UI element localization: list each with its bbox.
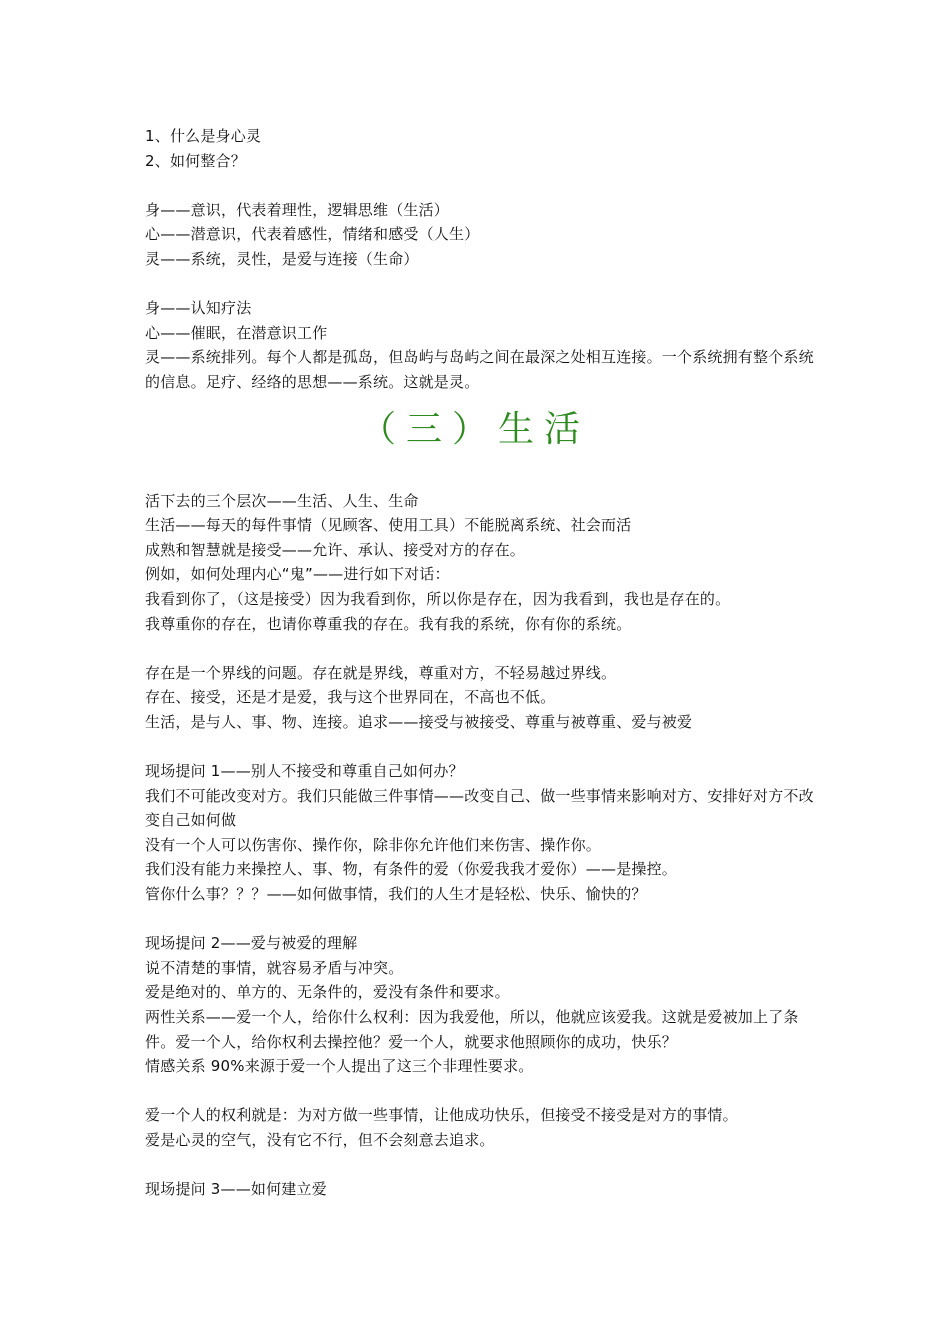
question-title: 现场提问 1——别人不接受和尊重自己如何办？ xyxy=(145,762,464,781)
text-line: 例如，如何处理内心“鬼”——进行如下对话： xyxy=(145,565,450,584)
text-line: 没有一个人可以伤害你、操作你，除非你允许他们来伤害、操作你。 xyxy=(145,835,602,854)
paragraph-gap xyxy=(145,1153,815,1178)
question-title: 现场提问 3——如何建立爱 xyxy=(145,1180,327,1199)
paragraph-gap xyxy=(145,636,815,661)
text-paragraph: 两性关系——爱一个人，给你什么权利：因为我爱他，所以，他就应该爱我。这就是爱被加上了条件。爱一个人，给你权利去操控他？爱一个人，就要求他照顾你的成功，快乐？ xyxy=(145,1008,799,1051)
text-line: 灵——系统，灵性，是爱与连接（生命） xyxy=(145,249,419,268)
text-line: 成熟和智慧就是接受——允许、承认、接受对方的存在。 xyxy=(145,540,526,559)
document-body xyxy=(145,124,815,1202)
text-line: 爱是心灵的空气，没有它不行，但不会刻意去追求。 xyxy=(145,1130,495,1149)
text-line: 心——催眠，在潜意识工作 xyxy=(145,323,328,342)
text-line: 说不清楚的事情，就容易矛盾与冲突。 xyxy=(145,958,404,977)
text-paragraph: 我们不可能改变对方。我们只能做三件事情——改变自己、做一些事情来影响对方、安排好对方不改变自己如何做 xyxy=(145,786,814,830)
text-line: 生活，是与人、事、物、连接。追求——接受与被接受、尊重与被尊重、爱与被爱 xyxy=(145,712,693,731)
text-line: 存在是一个界线的问题。存在就是界线，尊重对方，不轻易越过界线。 xyxy=(145,663,617,682)
text-line: 心——潜意识，代表着感性，情绪和感受（人生） xyxy=(145,225,480,244)
text-line: 情感关系 90%来源于爱一个人提出了这三个非理性要求。 xyxy=(145,1057,534,1076)
section-heading: （三）生活 xyxy=(359,408,590,450)
paragraph-gap xyxy=(145,734,815,759)
paragraph-gap xyxy=(145,907,815,932)
text-line: 我尊重你的存在，也请你尊重我的存在。我有我的系统，你有你的系统。 xyxy=(145,614,632,633)
text-line: 管你什么事？？？——如何做事情，我们的人生才是轻松、快乐、愉快的？ xyxy=(145,885,647,904)
text-line: 生活——每天的每件事情（见顾客、使用工具）不能脱离系统、社会而活 xyxy=(145,516,632,535)
text-line: 活下去的三个层次——生活、人生、生命 xyxy=(145,491,419,510)
text-line: 爱是绝对的、单方的、无条件的，爱没有条件和要求。 xyxy=(145,983,510,1002)
paragraph-gap xyxy=(145,173,815,198)
text-line: 身——意识，代表着理性，逻辑思维（生活） xyxy=(145,200,450,219)
paragraph-gap xyxy=(145,272,815,297)
question-title: 现场提问 2——爱与被爱的理解 xyxy=(145,934,358,953)
outline-item-2: 2、如何整合？ xyxy=(145,151,246,170)
text-line: 身——认知疗法 xyxy=(145,299,252,318)
text-paragraph: 灵——系统排列。每个人都是孤岛，但岛屿与岛屿之间在最深之处相互连接。一个系统拥有整个系统的信息。足疗、经络的思想——系统。这就是灵。 xyxy=(145,348,814,391)
text-line: 存在、接受，还是才是爱，我与这个世界同在，不高也不低。 xyxy=(145,688,556,707)
text-line: 我看到你了，（这是接受）因为我看到你，所以你是存在，因为我看到，我也是存在的。 xyxy=(145,589,731,608)
text-line: 我们没有能力来操控人、事、物，有条件的爱（你爱我我才爱你）——是操控。 xyxy=(145,860,678,879)
text-line: 爱一个人的权利就是：为对方做一些事情，让他成功快乐，但接受不接受是对方的事情。 xyxy=(145,1106,738,1125)
paragraph-gap xyxy=(145,1079,815,1104)
outline-item-1: 1、什么是身心灵 xyxy=(145,127,262,145)
